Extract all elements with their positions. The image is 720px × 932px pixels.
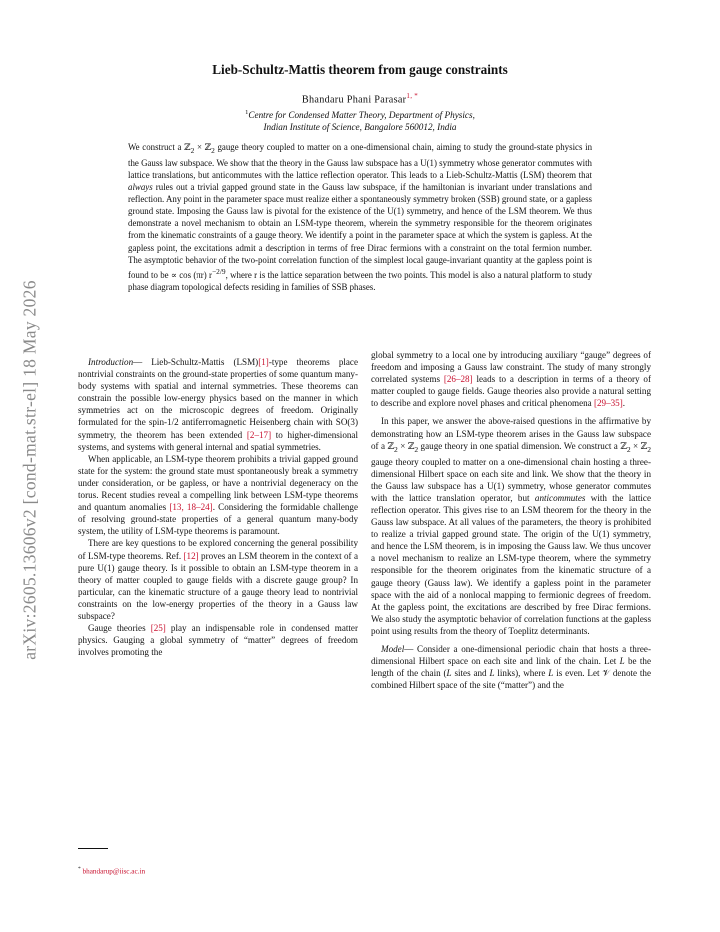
arxiv-identifier[interactable]: arXiv:2605.13606v2 [cond-mat.str-el] 18 May 2026 [19,280,40,660]
subscript: 2 [211,145,215,155]
right-column [371,349,651,691]
exponent: −2/9 [211,266,226,276]
body-text: denote the combined Hilbert space of the site (“matter”) and the [371,668,652,691]
subscript: 2 [394,444,398,454]
body-text: . [622,398,626,409]
body-text: gauge theory in one spatial dimension. We construct a ℤ [418,440,627,451]
paragraph [78,537,358,622]
math-symbol: L [489,668,495,679]
citation-link[interactable]: [25] [150,623,166,634]
citation-link[interactable]: [12] [183,550,199,561]
body-text: links), where [494,668,549,679]
body-text: × ℤ [630,440,648,451]
footnote [78,866,145,875]
affiliation [100,107,620,133]
math-symbol: L [619,656,625,667]
paragraph [371,349,651,409]
footnote-mark: * [78,866,81,872]
body-text: -type theorems place nontrivial constraints on the ground-state properties of some quantum many-body systems with spatial and internal symmetries. These theorems can constrain the possible low-energy physics based on the manner in which symmetries act on the microscopic degrees of freedom. Originally formulated for the spin-1/2 antiferromagnetic Heisenberg chain with SO(3) symmetry, the theorem has been extended [78,357,359,440]
paragraph-introduction [78,356,358,453]
citation-link[interactable]: [29–35] [593,398,623,409]
subscript: 2 [626,444,631,454]
body-text: — Lieb-Schultz-Mattis (LSM) [133,357,259,367]
paragraph-model [371,643,651,691]
footnote-rule [78,848,108,849]
body-text: — Consider a one-dimensional periodic chain that hosts a three-dimensional Hilbert space on each site and link of the chain. Let [371,643,651,667]
affiliation-mark: 1 [245,109,249,116]
paragraph [371,415,651,637]
affiliation-line-2: Indian Institute of Science, Bangalore 560012, India [263,122,457,133]
math-symbol: L [548,668,554,679]
body-text: × ℤ [397,440,415,451]
math-symbol: 𝒱 [602,668,610,679]
author-line [100,92,620,105]
body-text: proves an LSM theorem in the context of a pure U(1) gauge theory. Is it possible to obtain an LSM-type theorem in a theory of matter coupled to gauge fields with a discrete gauge group? In particular, can the kinematic structure of a gauge theory lead to nontrivial constraints on the low-energy properties of the theory in a Gauss law subspace? [78,550,359,621]
section-lead: Introduction [88,357,134,367]
author-mark[interactable]: 1, * [406,92,419,100]
abstract-text: , where r is the lattice separation between the two points. This model is also a natural platform to study phase diagram topological defects residing in families of SSB phases. [128,269,593,292]
abstract [128,141,592,293]
subscript: 2 [190,145,195,155]
body-text: When applicable, an LSM-type theorem prohibits a trivial gapped ground state for the system: the ground state must spontaneously break a symmetry under consideration, or be gapless, or have a nontrivial degeneracy on the torus. Recent studies reveal a compelling link between LSM-type theorems and quantum anomalies [78,453,358,513]
citation-link[interactable]: [1] [258,357,269,367]
body-text: global symmetry to a local one by introducing auxiliary “gauge” degrees of freedom and imposing a Gauss law constraint. The study of many strongly correlated systems [371,350,651,385]
section-lead: Model [381,643,405,654]
math-symbol: L [446,668,452,679]
body-text: play an indispensable role in condensed matter physics. Gauging a global symmetry of “matter” degrees of freedom involves promoting the [78,623,358,658]
body-text: gauge theory coupled to matter on a one-dimensional chain hosting a three-dimensional Hilbert space on each site and link. We show that the theory in the Gauss law subspace has a U(1) symmetry, whose generator commutes with the lattice translation operator, but [371,456,651,503]
body-text: Gauge theories [88,623,151,634]
subscript: 2 [647,444,651,454]
author-email-link[interactable]: bhandarup@iisc.ac.in [82,867,146,876]
abstract-text: gauge theory coupled to matter on a one-dimensional chain, aiming to study the ground-state physics in the Gauss law subspace. We show that the theory in the Gauss law subspace has a U(1) symmetry whose generator commutes with lattice translations, but anticommutes with the lattice reflection operator. This leads to a Lieb-Schultz-Mattis (LSM) theorem that [128,142,593,180]
citation-link[interactable]: [13, 18–24] [169,502,213,513]
subscript: 2 [414,444,419,454]
body-emphasis: anticommutes [534,492,586,503]
body-text: . Considering the formidable challenge of resolving ground-state properties of a general quantum many-body system, the utility of LSM-type theorems is paramount. [78,502,358,537]
arxiv-side-stamp [8,235,52,705]
abstract-text: rules out a trivial gapped ground state in the Gauss law subspace, if the hamiltonian is invariant under translations and reflection. Any point in the parameter space must realize either a spontaneously symmetry broken (SSB) ground state, or a gapless ground state. Imposing the Gauss law is pivotal for the existence of the U(1) symmetry, and hence of the LSM theorem. We thus demonstrate a novel mechanism to obtain an LSM-type theorem, wherein the symmetry responsible for the theorem originates from the kinematic constraints of a gauge theory. We identify a point in the parameter space at which the system is gapless. At the gapless point, the excitations admit a description in terms of free Dirac fermions with a constraint on the total fermion number. The asymptotic behavior of the two-point correlation function of the simplest local gauge-invariant quantity at the gapless point is found to be ∝ cos (πr) r [128,182,592,280]
body-text: to higher-dimensional systems, and systems with general internal and spatial symmetries. [78,429,358,452]
body-text: leads to a description in terms of a theory of matter coupled to gauge fields. Gauge theories also provide a natural setting to describe and explore novel phases and critical phenomena [371,374,651,409]
body-text: with the lattice reflection operator. This gives rise to an LSM theorem for the theory in the Gauss law subspace. At all values of the parameters, the theory is prohibited to realize a trivial gapped ground state. The origin of the U(1) symmetry, and hence the LSM theorem, is in imposing the Gauss law. We thus uncover a novel mechanism to realize an LSM-type theorem, where the symmetry responsible for the theorem originates from the kinematic structure of a gauge theory (Gauss law). We identify a gapless point in the parameter space with the aid of a nonlocal mapping to fermionic degrees of freedom. At the gapless point, the excitations are described by free Dirac fermions. We also study the asymptotic behavior of correlation functions at the gapless point using results from the theory of Toeplitz determinants. [371,492,651,636]
paragraph [78,453,358,538]
abstract-text: We construct a ℤ [128,142,191,152]
body-text: There are key questions to be explored concerning the general possibility of LSM-type theorems. Ref. [78,538,358,561]
citation-link[interactable]: [2–17] [246,429,272,440]
body-text: is even. Let [553,668,603,679]
abstract-text: × ℤ [194,142,212,152]
paragraph [78,622,358,658]
body-text: sites and [451,668,490,679]
paper-title: Lieb-Schultz-Mattis theorem from gauge constraints [212,62,508,77]
abstract-emphasis: always [128,182,153,193]
body-text: In this paper, we answer the above-raised questions in the affirmative by demonstrating how an LSM-type theorem arises in the Gauss law subspace of a ℤ [371,416,651,451]
affiliation-line-1: Centre for Condensed Matter Theory, Department of Physics, [248,110,475,121]
left-column [78,356,358,658]
body-text: be the length of the chain ( [371,656,651,679]
citation-link[interactable]: [26–28] [443,374,473,385]
author-name: Bhandaru Phani Parasar [301,94,407,106]
